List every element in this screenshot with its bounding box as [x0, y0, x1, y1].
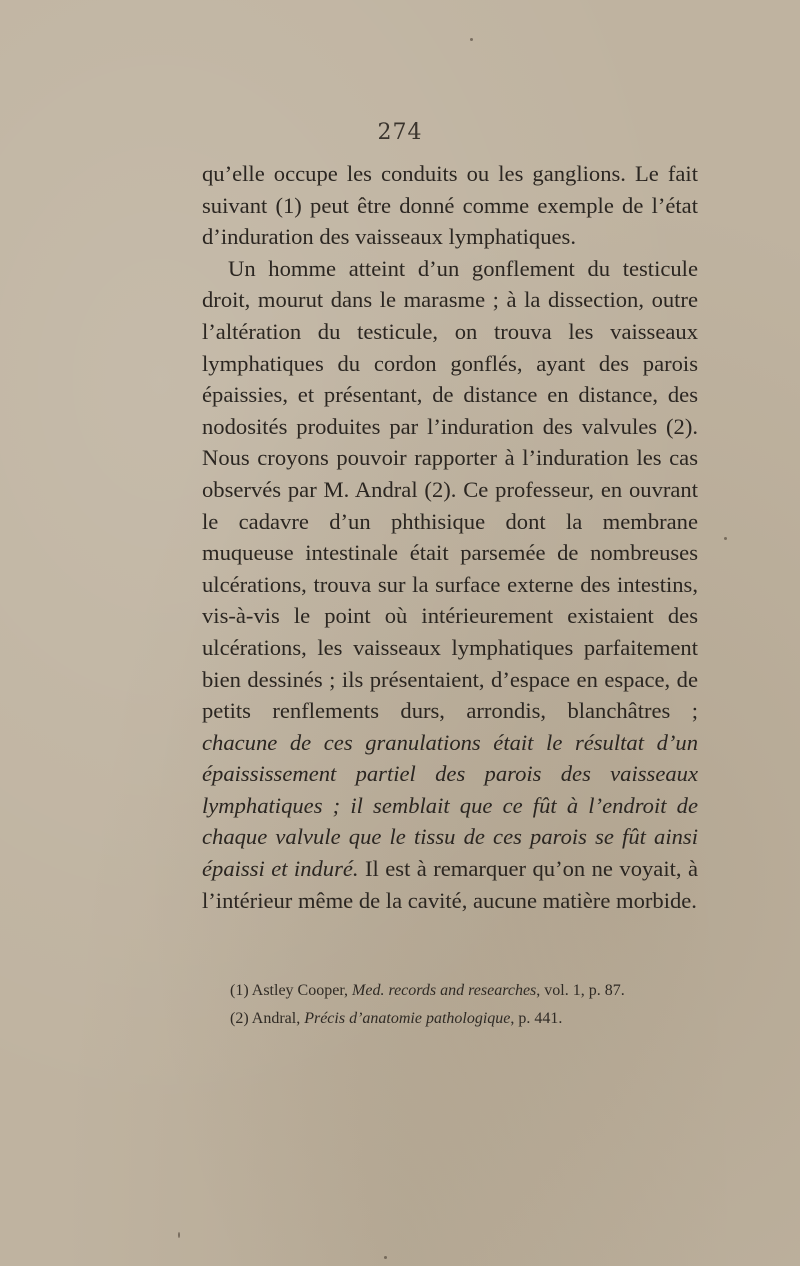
text-segment: Il est à remarquer qu’on ne voyait, à l’intérieur même de la cavité, aucune matière morbide. — [202, 856, 698, 913]
footnote-text: , p. 441. — [510, 1010, 563, 1027]
italic-text-segment: chacune de ces granulations était le résultat d’un épaississement partiel des parois des vaisseaux lymphatiques ; il semblait que ce fût à l’endroit de chaque valvule que le tissu de ces parois se fût ainsi épaissi et induré. — [202, 729, 698, 882]
text-segment: qu’elle occupe les conduits ou les ganglions. Le fait suivant (1) peut être donné comme exemple de l’état d’induration des vaisseaux lymphatiques. — [202, 161, 698, 250]
text-segment: Un homme atteint d’un gonflement du testicule droit, mourut dans le marasme ; à la dissection, outre l’altération du testicule, on trouva les vaisseaux lymphatiques du cordon gonflés, ayant des parois épaissies, et présentant, de distance en distance, des nodosités produites par l’induration des valvules (2). Nous croyons pouvoir rapporter à l’induration les cas observés par M. Andral (2). Ce professeur, en ouvrant le cadavre d’un phthisique dont la membrane muqueuse intestinale était parsemée de nombreuses ulcérations, trouva sur la surface externe des intestins, vis-à-vis le point où intérieurement existaient des ulcérations, les vaisseaux lymphatiques parfaitement bien dessinés ; ils présentaient, d’espace en espace, de petits renflements durs, arrondis, blanchâtres ; — [202, 255, 698, 724]
paper-speck — [470, 38, 473, 41]
footnote-text: (2) Andral, — [230, 1010, 305, 1027]
body-text — [202, 158, 698, 916]
footnote-title: Précis d’anatomie pathologique — [304, 1010, 511, 1027]
paper-speck — [724, 537, 727, 540]
footnote — [230, 977, 700, 1005]
footnote — [230, 1005, 700, 1033]
footnotes — [230, 977, 700, 1033]
paragraph — [202, 158, 698, 253]
paper-speck — [384, 1256, 387, 1259]
footnote-title: Med. records and researches — [352, 982, 537, 999]
paper-speck — [178, 1232, 180, 1238]
page-number: 274 — [377, 120, 423, 145]
paragraph — [202, 253, 698, 916]
footnote-text: , vol. 1, p. 87. — [536, 982, 625, 999]
footnote-text: (1) Astley Cooper, — [230, 982, 353, 999]
